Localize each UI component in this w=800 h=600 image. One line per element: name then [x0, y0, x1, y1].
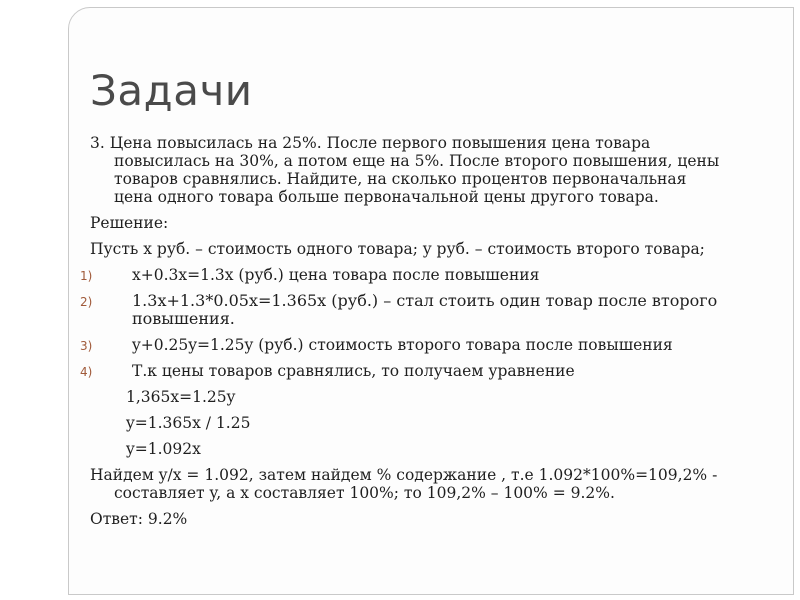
step-number: 1)	[80, 269, 93, 283]
solution-intro: Пусть x руб. – стоимость одного товара; y руб. – стоимость второго товара;	[90, 240, 705, 258]
solution-step	[80, 362, 730, 380]
solution-step	[80, 336, 730, 354]
solution-step	[80, 291, 730, 328]
answer-text: Ответ: 9.2%	[90, 510, 188, 528]
step-number: 3)	[80, 339, 93, 353]
solution-step	[80, 266, 730, 284]
step-text: Т.к цены товаров сравнялись, то получаем уравнение	[132, 362, 575, 380]
step-text: 1.3x+1.3*0.05x=1.365x (руб.) – стал стоить один товар после второго повышения.	[132, 291, 718, 328]
step-number: 4)	[80, 365, 93, 379]
equation-line: 1,365x=1.25y	[126, 388, 236, 406]
equation-line: y=1.092x	[126, 440, 201, 458]
solution-steps	[80, 266, 730, 380]
conclusion-text: Найдем y/x = 1.092, затем найдем % содержание , т.е 1.092*100%=109,2% - составляет y, а x составляет 100%; то 109,2% – 100% = 9.2%.	[90, 466, 718, 502]
slide-title: Задачи	[90, 66, 253, 115]
equation-line: y=1.365x / 1.25	[126, 414, 251, 432]
solution-label: Решение:	[90, 214, 169, 232]
step-text: y+0.25y=1.25y (руб.) стоимость второго товара после повышения	[132, 336, 673, 354]
slide-content	[80, 134, 730, 528]
step-text: x+0.3x=1.3x (руб.) цена товара после повышения	[132, 266, 540, 284]
step-number: 2)	[80, 295, 93, 309]
problem-statement: 3. Цена повысилась на 25%. После первого повышения цена товара повысилась на 30%, а потом еще на 5%. После второго повышения, цены товаров сравнялись. Найдите, на сколько процентов первоначальная цена одного товара больше первоначальной цены другого товара.	[90, 134, 720, 206]
